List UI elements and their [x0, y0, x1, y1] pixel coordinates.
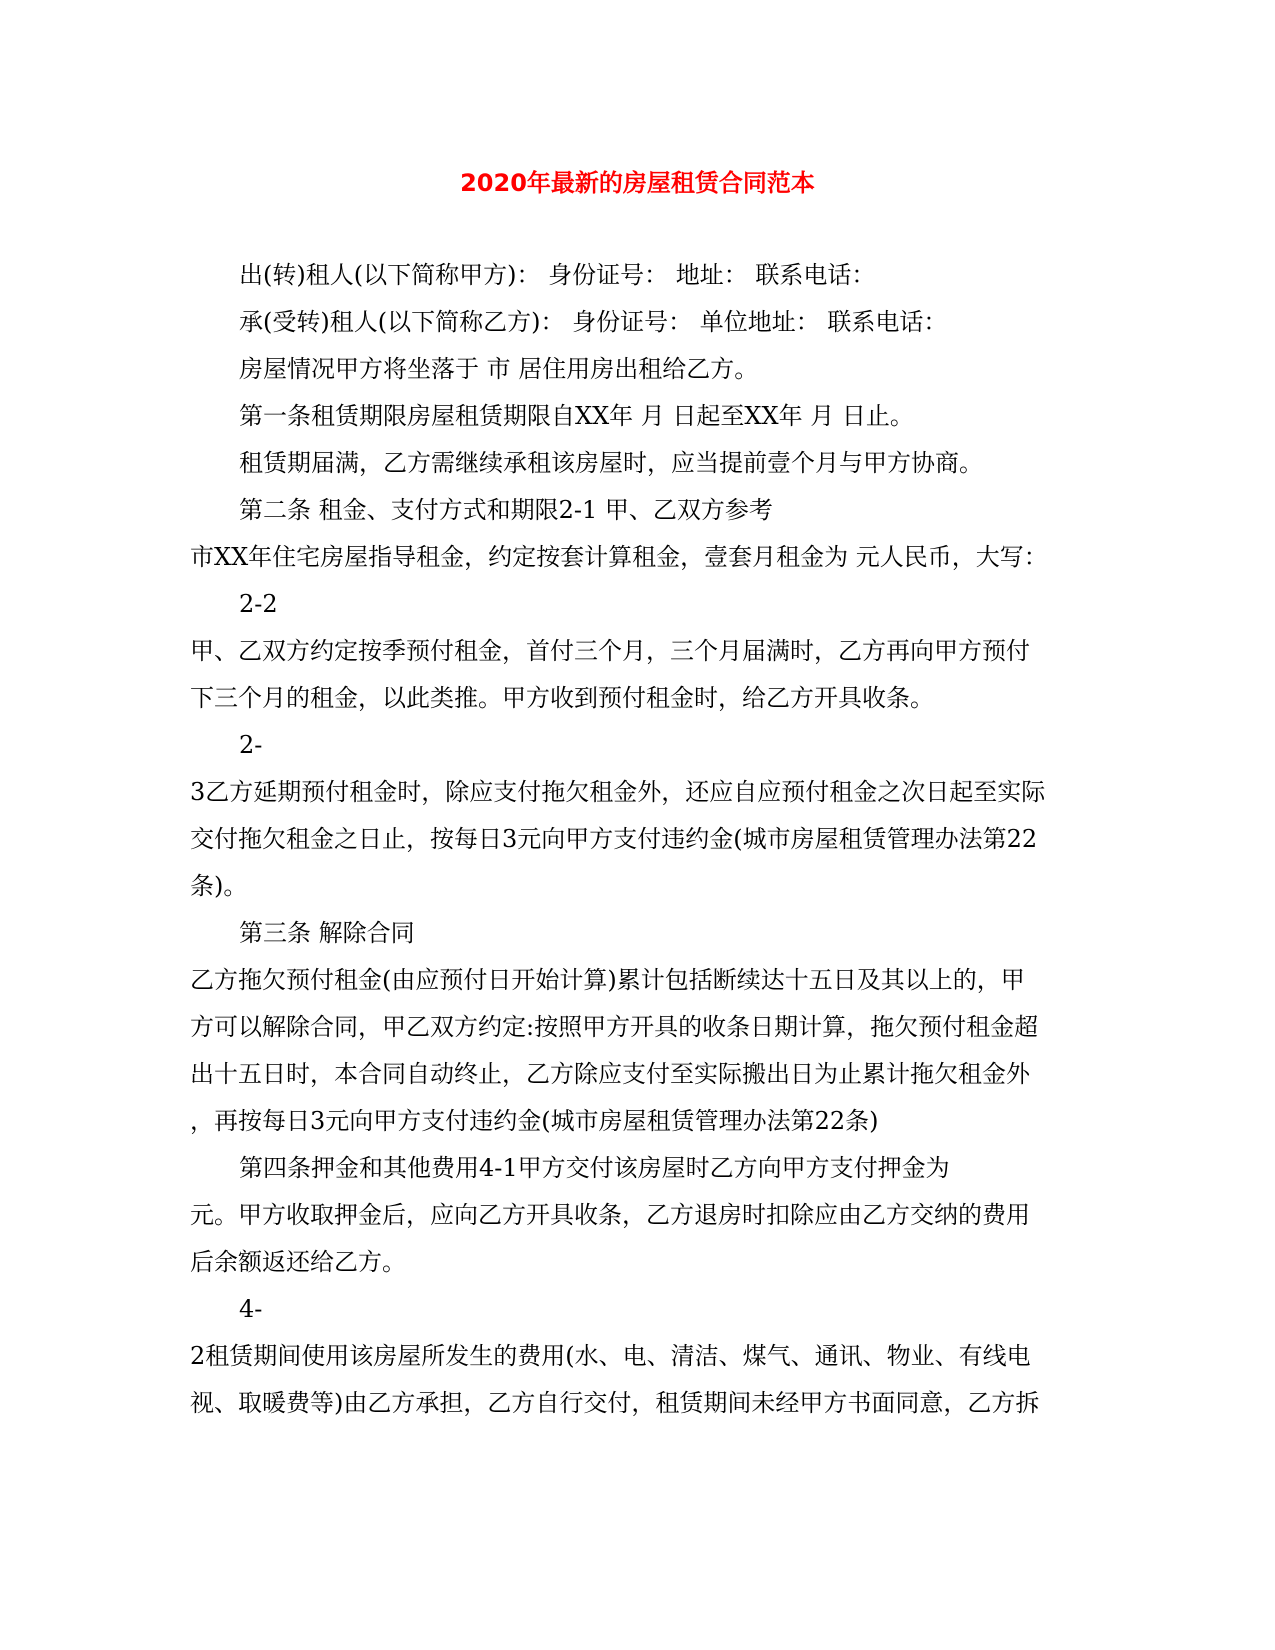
- article-2-heading-line: 第二条 租金、支付方式和期限2-1 甲、乙双方参考: [239, 496, 773, 524]
- article-2-rent-line: 市XX年住宅房屋指导租金，约定按套计算租金，壹套月租金为 元人民币，大写：: [190, 543, 1048, 571]
- lessee-info-line: 承(受转)租人(以下简称乙方)： 身份证号： 单位地址： 联系电话：: [239, 308, 948, 336]
- article-4-deposit-line-2: 后余额返还给乙方。: [190, 1248, 406, 1276]
- article-3-line-2: 方可以解除合同，甲乙双方约定:按照甲方开具的收条日期计算，拖欠预付租金超: [190, 1013, 1039, 1041]
- article-3-heading: 第三条 解除合同: [239, 919, 415, 947]
- article-1-renewal-line: 租赁期届满，乙方需继续承租该房屋时，应当提前壹个月与甲方协商。: [239, 449, 983, 477]
- article-3-line-4: ，再按每日3元向甲方支付违约金(城市房屋租赁管理办法第22条): [190, 1107, 879, 1135]
- clause-2-2-line-2: 下三个月的租金，以此类推。甲方收到预付租金时，给乙方开具收条。: [190, 684, 934, 712]
- clause-2-2-number: 2-2: [239, 590, 278, 618]
- property-info-line: 房屋情况甲方将坐落于 市 居住用房出租给乙方。: [239, 355, 759, 383]
- article-4-deposit-line-1: 元。甲方收取押金后，应向乙方开具收条，乙方退房时扣除应由乙方交纳的费用: [190, 1201, 1030, 1229]
- clause-2-3-line-3: 条)。: [190, 872, 248, 900]
- clause-2-3-number: 2-: [239, 731, 263, 759]
- clause-2-2-line-1: 甲、乙双方约定按季预付租金，首付三个月，三个月届满时，乙方再向甲方预付: [190, 637, 1030, 665]
- clause-4-2-line-2: 视、取暖费等)由乙方承担，乙方自行交付，租赁期间未经甲方书面同意，乙方拆: [190, 1389, 1040, 1417]
- lessor-info-line: 出(转)租人(以下简称甲方)： 身份证号： 地址： 联系电话：: [239, 261, 876, 289]
- clause-2-3-line-1: 3乙方延期预付租金时，除应支付拖欠租金外，还应自应预付租金之次日起至实际: [190, 778, 1046, 806]
- clause-4-2-line-1: 2租赁期间使用该房屋所发生的费用(水、电、清洁、煤气、通讯、物业、有线电: [190, 1342, 1031, 1370]
- clause-2-3-line-2: 交付拖欠租金之日止，按每日3元向甲方支付违约金(城市房屋租赁管理办法第22: [190, 825, 1038, 853]
- article-3-line-3: 出十五日时，本合同自动终止，乙方除应支付至实际搬出日为止累计拖欠租金外: [190, 1060, 1030, 1088]
- clause-4-2-number: 4-: [239, 1295, 263, 1323]
- document-title: 2020年最新的房屋租赁合同范本: [460, 169, 815, 197]
- article-1-line: 第一条租赁期限房屋租赁期限自XX年 月 日起至XX年 月 日止。: [239, 402, 914, 430]
- article-3-line-1: 乙方拖欠预付租金(由应预付日开始计算)累计包括断续达十五日及其以上的，甲: [190, 966, 1025, 994]
- article-4-heading-line: 第四条押金和其他费用4-1甲方交付该房屋时乙方向甲方支付押金为: [239, 1154, 950, 1182]
